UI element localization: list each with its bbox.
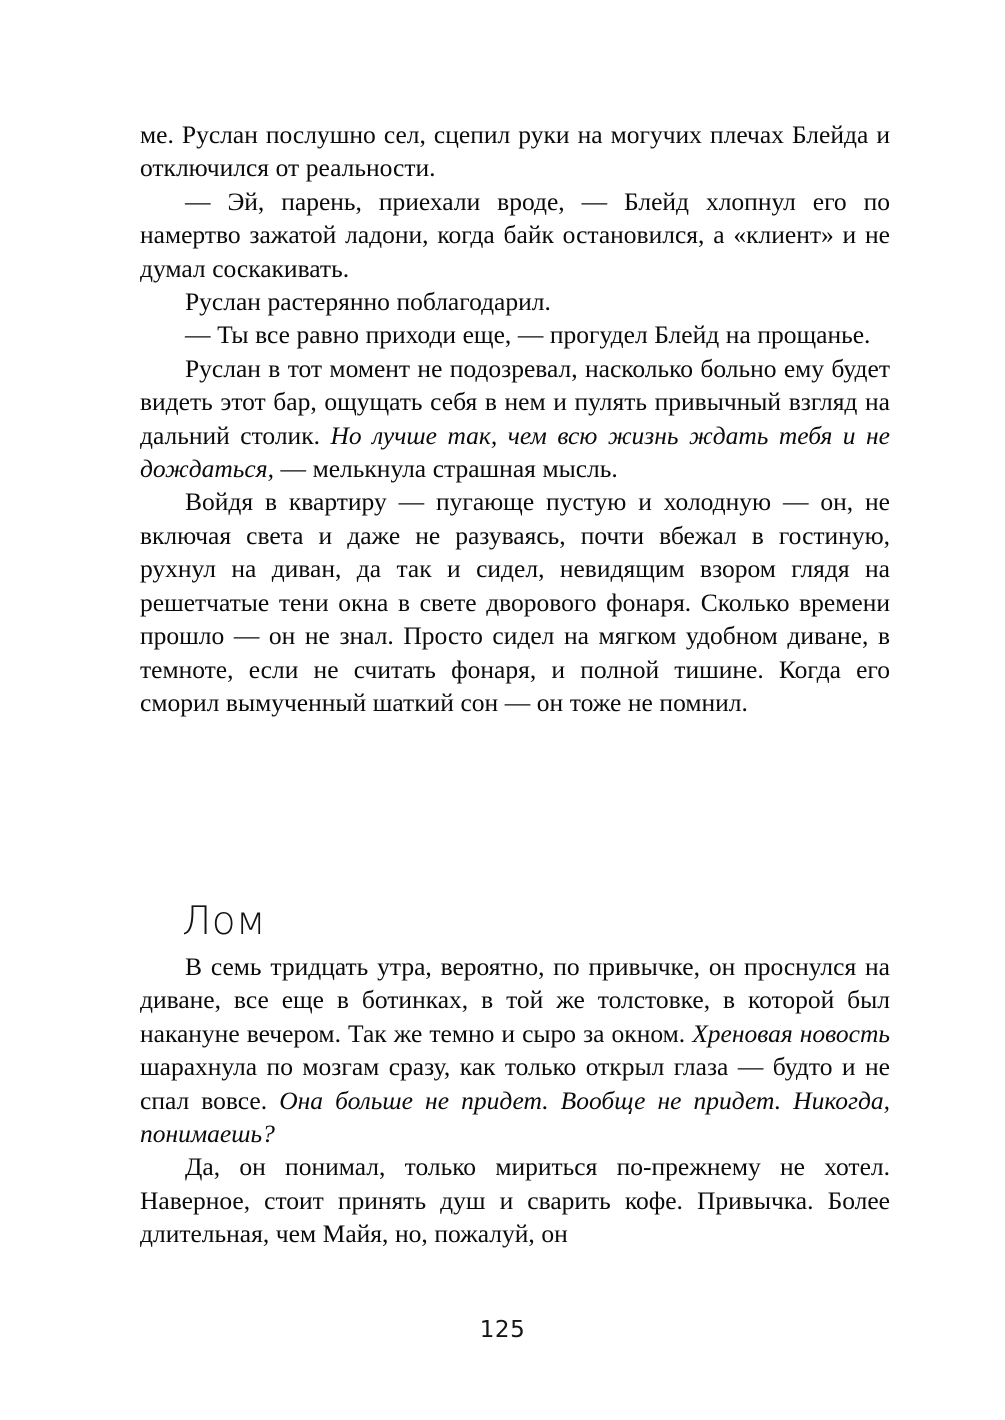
text-run: шарахнула по мозгам сразу, как только открыл глаза — будто и не спал вовсе.	[140, 1052, 890, 1115]
paragraph	[140, 352, 890, 486]
text-run: Руслан в тот момент не подозревал, насколько больно ему будет видеть этот бар, ощущать себя в нем и пулять привычный взгляд на дальний столик.	[140, 353, 890, 450]
paragraph	[140, 285, 890, 318]
text-run: — Ты все равно приходи еще, — прогудел Блейд на прощанье.	[185, 320, 871, 350]
paragraph	[140, 1150, 890, 1250]
page-number: 125	[479, 1317, 526, 1343]
paragraph	[140, 118, 890, 185]
body-text-lower	[140, 950, 890, 1251]
italic-run: Хреновая новость	[692, 1018, 891, 1048]
italic-run: Она больше не придет. Вообще не придет. Никогда, понимаешь?	[140, 1085, 891, 1149]
text-run: — мелькнула страшная мысль.	[273, 454, 618, 484]
paragraph	[140, 185, 890, 285]
text-run: В семь тридцать утра, вероятно, по привычке, он проснулся на диване, все еще в ботинках, в той же толстовке, в которой был накануне вечером. Так же темно и сыро за окном.	[140, 952, 890, 1048]
text-run: ме. Руслан послушно сел, сцепил руки на могучих плечах Блейда и отключился от реальности.	[140, 120, 890, 183]
text-run: Руслан растерянно поблагодарил.	[185, 287, 551, 317]
text-run: Войдя в квартиру — пугающе пустую и холодную — он, не включая света и даже не разуваясь, почти вбежал в гостиную, рухнул на диван, да так и сидел, невидящим взором глядя на решетчатые тени окна в свете дворового фонаря. Сколько времени прошло — он не знал. Просто сидел на мягком удобном диване, в темноте, если не считать фонаря, и полной тишине. Когда его сморил вымученный шаткий сон — он тоже не помнил.	[140, 487, 890, 717]
body-text-upper	[140, 118, 890, 719]
paragraph	[140, 485, 890, 719]
paragraph	[140, 950, 890, 1150]
chapter-heading: Лом	[182, 899, 266, 945]
text-run: Да, он понимал, только мириться по-прежнему не хотел. Наверное, стоит принять душ и сварить кофе. Привычка. Более длительная, чем Майя, но, пожалуй, он	[140, 1152, 890, 1249]
italic-run: Но лучше так, чем всю жизнь ждать тебя и не дождаться,	[140, 420, 891, 484]
text-run: — Эй, парень, приехали вроде, — Блейд хлопнул его по намертво зажатой ладони, когда байк остановился, а «клиент» и не думал соскакивать.	[140, 186, 890, 283]
paragraph	[140, 318, 890, 351]
